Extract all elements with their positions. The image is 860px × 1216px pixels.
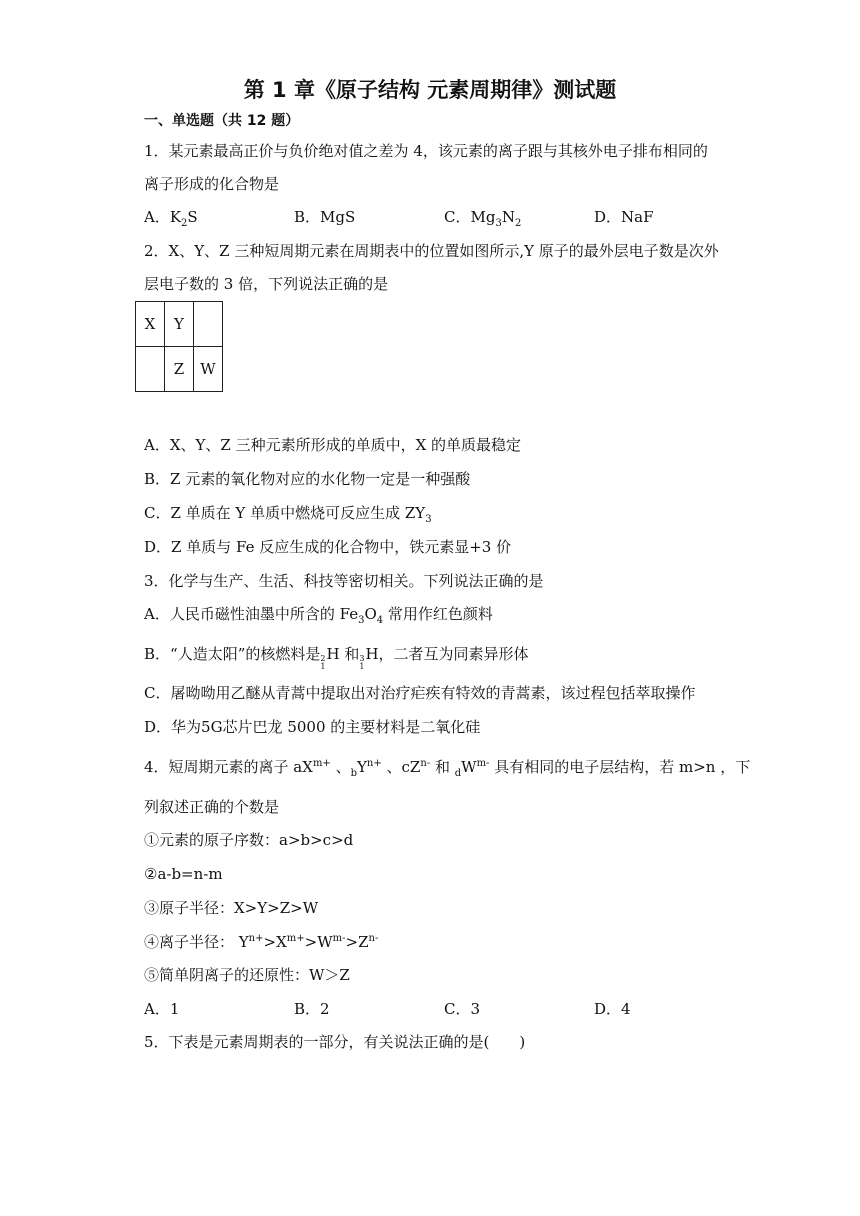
grid-cell [194,302,223,347]
q2-option-a: A．X、Y、Z 三种元素所形成的单质中，X 的单质最稳定 [144,436,522,454]
q4-option-a: A．1 [144,1000,180,1018]
q2-stem-line1: 2．X、Y、Z 三种短周期元素在周期表中的位置如图所示,Y 原子的最外层电子数是次外 [144,242,719,260]
q1-stem-line1: 1．某元素最高正价与负价绝对值之差为 4，该元素的离子跟与其核外电子排布相同的 [144,142,708,160]
q2-stem-line2: 层电子数的 3 倍，下列说法正确的是 [144,275,389,293]
q4-option-d: D．4 [594,1000,631,1018]
q5-stem: 5．下表是元素周期表的一部分，有关说法正确的是( ) [144,1033,526,1051]
q3-stem: 3．化学与生产、生活、科技等密切相关。下列说法正确的是 [144,572,544,590]
grid-row [136,302,223,347]
q1-stem-line2: 离子形成的化合物是 [144,175,280,193]
q4-option-b: B．2 [294,1000,330,1018]
q4-statement-1: ①元素的原子序数：a>b>c>d [144,831,354,849]
q3-option-d: D．华为5G芯片巴龙 5000 的主要材料是二氧化硅 [144,718,481,736]
page-title: 第 1 章《原子结构 元素周期律》测试题 [243,78,617,102]
grid-cell: Y [165,302,194,347]
q4-statement-2: ②a-b=n-m [144,865,223,883]
q2-option-b: B．Z 元素的氧化物对应的水化物一定是一种强酸 [144,470,471,488]
grid-row [136,347,223,392]
grid-cell: X [136,302,165,347]
q3-option-a: A．人民币磁性油墨中所含的 $Fe_3O_4$ 常用作红色颜料 [144,605,493,626]
q2-option-d: D．Z 单质与 Fe 反应生成的化合物中，铁元素显+3 价 [144,538,512,556]
q4-statement-3: ③原子半径：X>Y>Z>W [144,899,319,917]
grid-cell: W [194,347,223,392]
q4-statement-5: ⑤简单阴离子的还原性：W＞Z [144,966,350,984]
q4-option-c: C．3 [444,1000,481,1018]
q3-option-b: B．“人造太阳”的核燃料是 2 1 H 和 3 1 H，二者互为同素异形体 [144,645,529,671]
isotope-label: 3 1 [359,654,365,671]
q1-option-d: D．NaF [594,208,654,226]
q1-option-b: B．MgS [294,208,356,226]
q4-stem-line1: 4．短周期元素的离子 $aX^{m+}$ 、$_bY^{n+}$ 、$cZ^{n-}$ 和 $_dW^{m-}$ 具有相同的电子层结构，若 m>n ，下 [144,758,751,779]
periodic-grid [135,301,223,392]
isotope-label: 2 1 [320,654,326,671]
q1-option-c: C．$Mg_3N_2$ [444,208,522,229]
q1-option-a: A．$K_2S$ [144,208,198,229]
grid-cell: Z [165,347,194,392]
q3-option-c: C．屠呦呦用乙醚从青蒿中提取出对治疗疟疾有特效的青蒿素，该过程包括萃取操作 [144,684,696,702]
q4-statement-4: ④离子半径： $Y^{n+}>X^{m+}>W^{m-}>Z^{n-}$ [144,933,379,951]
section-heading: 一、单选题（共 12 题） [144,113,300,129]
grid-cell [136,347,165,392]
q4-stem-line2: 列叙述正确的个数是 [144,798,280,816]
q2-option-c: C．Z 单质在 Y 单质中燃烧可反应生成 $ZY_3$ [144,504,432,525]
